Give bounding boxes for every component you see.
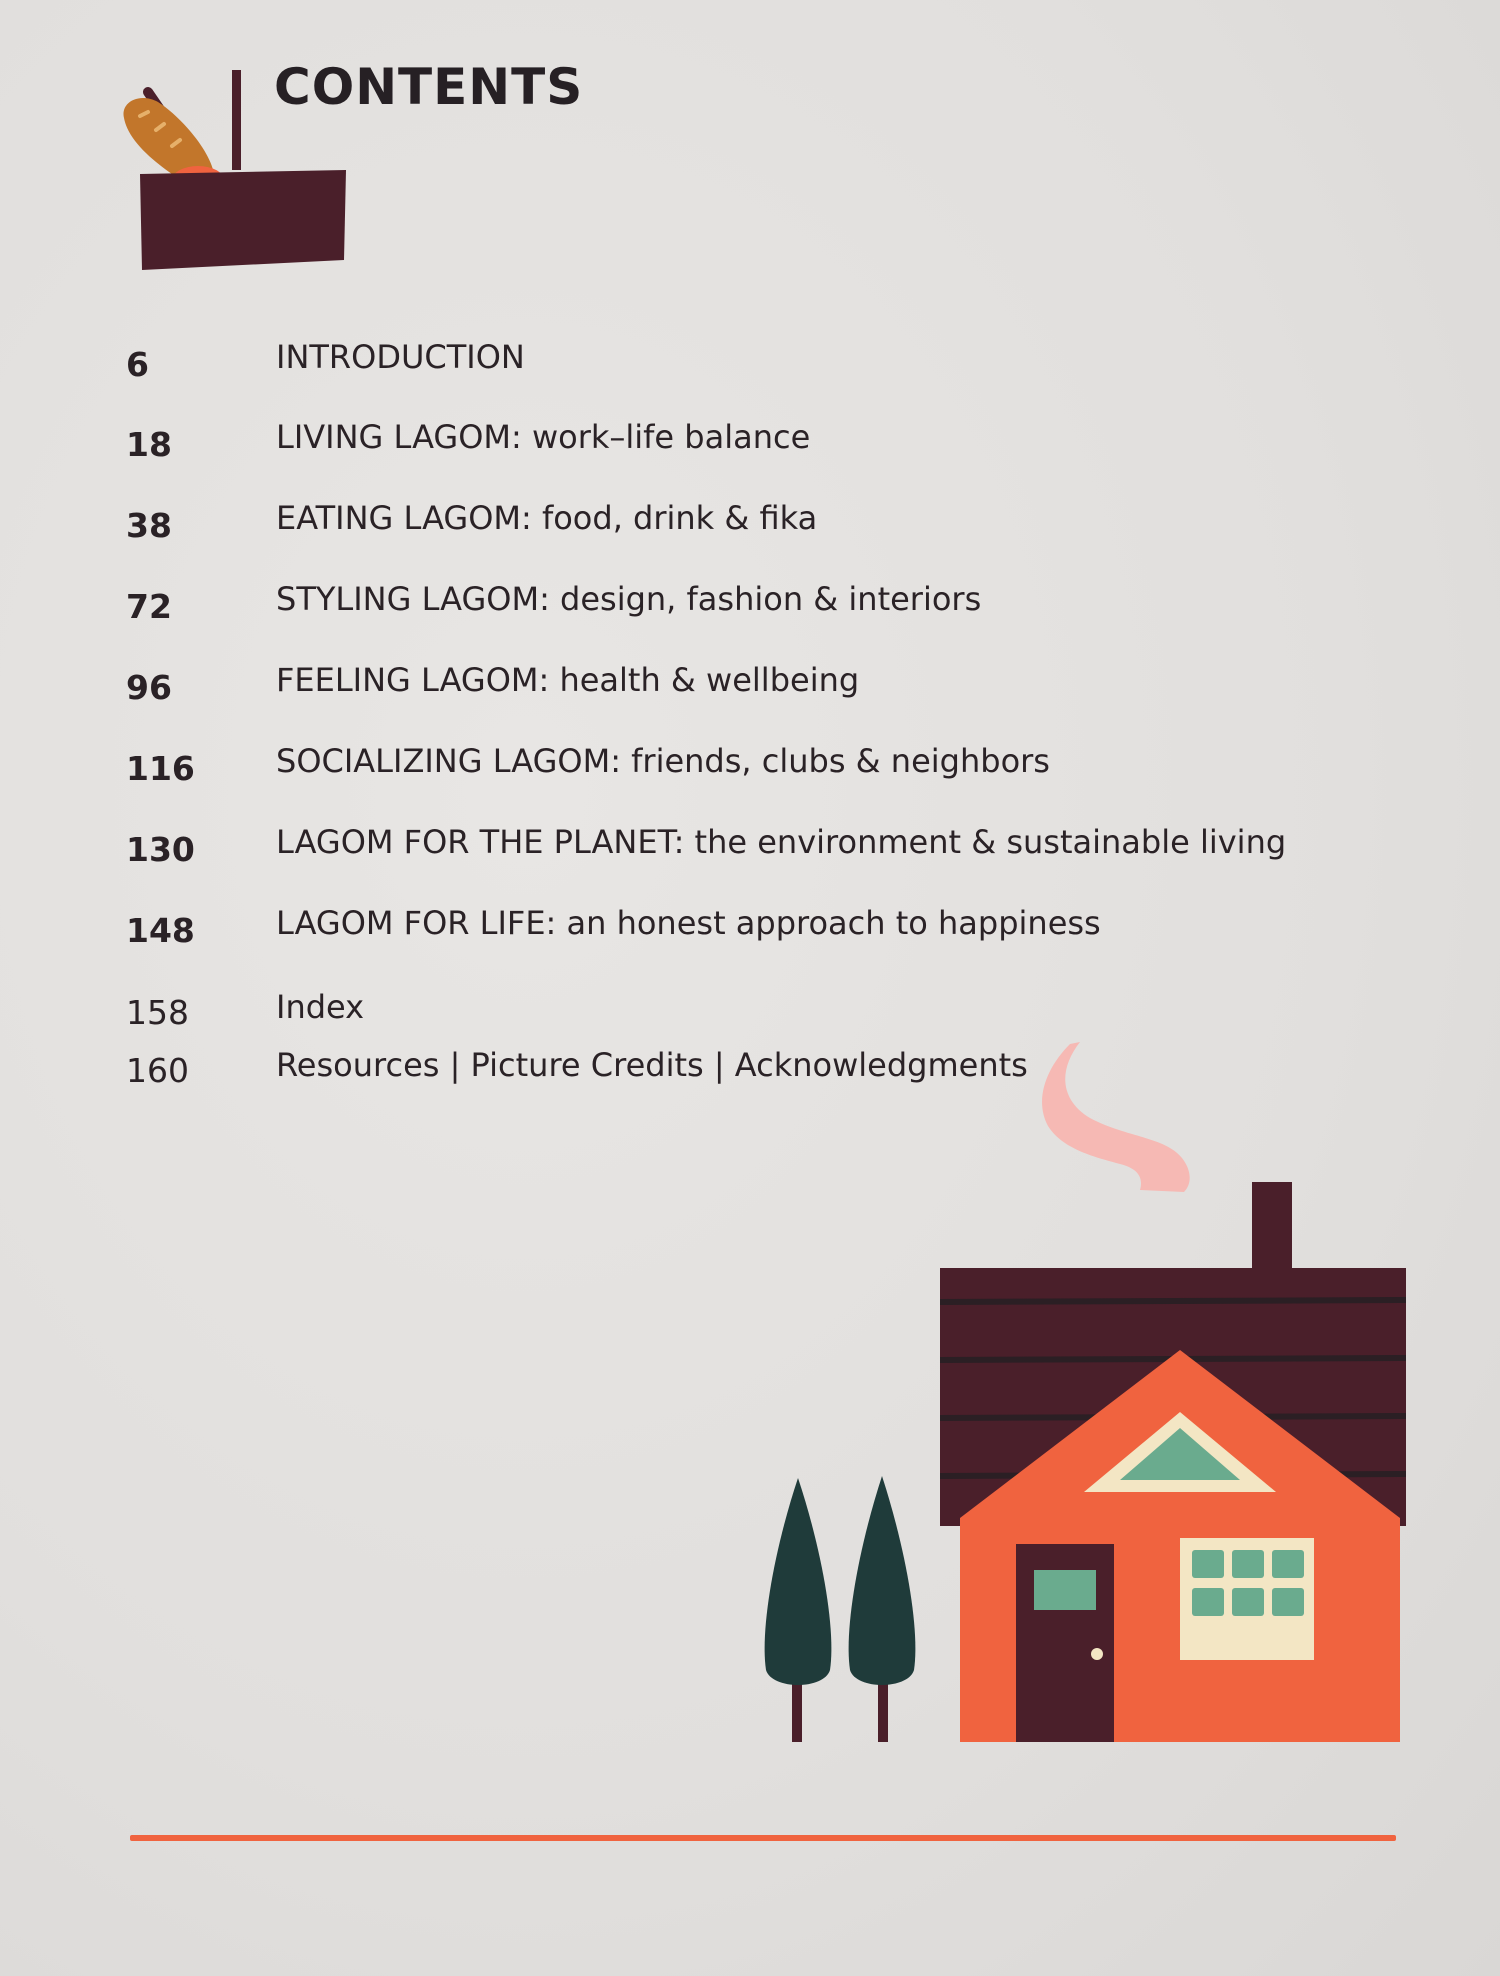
- toc-chapter-title: LAGOM FOR LIFE: an honest approach to happiness: [276, 904, 1101, 942]
- toc-chapter-title: STYLING LAGOM: design, fashion & interiors: [276, 580, 982, 618]
- toc-entry[interactable]: [126, 825, 1426, 875]
- toc-chapter-title: Resources | Picture Credits | Acknowledgments: [276, 1046, 1028, 1084]
- footer-rule: [130, 1835, 1396, 1841]
- toc-page-number: 116: [126, 749, 195, 788]
- toc-page-number: 158: [126, 993, 189, 1032]
- toc-entry[interactable]: [126, 582, 1426, 632]
- toc-chapter-title: LIVING LAGOM: work–life balance: [276, 418, 811, 456]
- toc-page-number: 148: [126, 911, 195, 950]
- tree-right: [849, 1476, 916, 1742]
- toc-chapter-title: SOCIALIZING LAGOM: friends, clubs & neighbors: [276, 742, 1050, 780]
- toc-entry[interactable]: [126, 744, 1426, 794]
- toc-chapter-title: LAGOM FOR THE PLANET: the environment & sustainable living: [276, 823, 1287, 861]
- toc-page-number: 96: [126, 668, 172, 707]
- toc-page-number: 72: [126, 587, 172, 626]
- toc-entry[interactable]: [126, 340, 1426, 390]
- tree-left: [765, 1478, 832, 1742]
- toc-entry[interactable]: [126, 663, 1426, 713]
- house-illustration: [740, 1030, 1420, 1750]
- toc-chapter-title: INTRODUCTION: [276, 338, 525, 376]
- toc-page-number: 160: [126, 1051, 189, 1090]
- toc-page-number: 18: [126, 425, 172, 464]
- smoke-shape: [1042, 1042, 1190, 1192]
- toc-chapter-title: Index: [276, 988, 365, 1026]
- toc-entry[interactable]: [126, 420, 1426, 470]
- toc-entry[interactable]: [126, 501, 1426, 551]
- toc-page-number: 38: [126, 506, 172, 545]
- toc-chapter-title: FEELING LAGOM: health & wellbeing: [276, 661, 860, 699]
- toc-chapter-title: EATING LAGOM: food, drink & fika: [276, 499, 818, 537]
- page-title: CONTENTS: [274, 58, 584, 116]
- toc-page-number: 6: [126, 345, 149, 384]
- toc-page-number: 130: [126, 830, 195, 869]
- toc-entry[interactable]: [126, 906, 1426, 956]
